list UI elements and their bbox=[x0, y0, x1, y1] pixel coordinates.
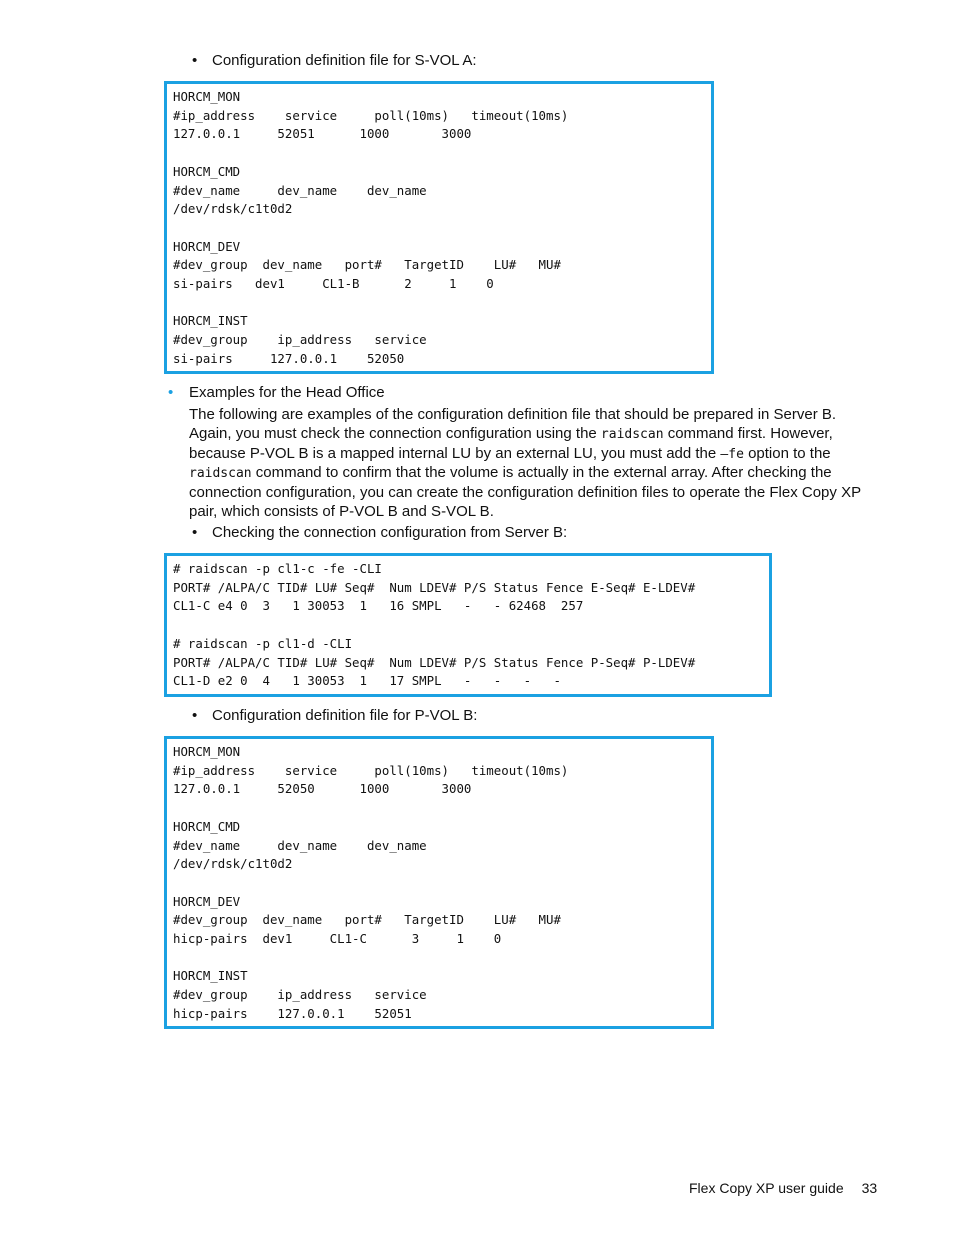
paragraph-line bbox=[189, 425, 879, 445]
footer-title: Flex Copy XP user guide bbox=[689, 1180, 844, 1196]
code-text: HORCM_MON #ip_address service poll(10ms) timeout(10ms) 127.0.0.1 52051 1000 3000 HORCM_CMD #dev_name dev_name dev_name /dev/rdsk/c1t0d2 HORCM_DEV #dev_group dev_name port# TargetID LU# MU# si-pairs dev1 CL1-B 2 1 0 HORCM_INST #dev_group ip_address service si-pairs 127.0.0.1 52050 bbox=[173, 89, 569, 366]
bullet-dot-icon: • bbox=[168, 384, 174, 401]
bullet-pvol-b bbox=[192, 706, 478, 725]
text-run: command to confirm that the volume is actually in the external array. After checking the bbox=[251, 464, 832, 482]
paragraph-line bbox=[189, 406, 879, 425]
paragraph-line bbox=[189, 484, 879, 503]
page-number: 33 bbox=[861, 1180, 878, 1196]
inline-code: raidscan bbox=[600, 426, 664, 442]
bullet-text: Configuration definition file for S-VOL A: bbox=[212, 52, 477, 69]
paragraph-line bbox=[189, 445, 879, 465]
text-run: option to the bbox=[743, 444, 831, 462]
bullet-dot-icon: • bbox=[192, 524, 198, 541]
code-text: # raidscan -p cl1-c -fe -CLI PORT# /ALPA/C TID# LU# Seq# Num LDEV# P/S Status Fence E-Seq# E-LDEV# CL1-C e4 0 3 1 30053 1 16 SMPL - - 62468 257 # raidscan -p cl1-d -CLI PORT# /ALPA/C TID# LU# Seq# Num LDEV# P/S Status Fence P-Seq# P-LDEV# CL1-D e2 0 4 1 30053 1 17 SMPL - - - - bbox=[173, 561, 696, 689]
bullet-text: Examples for the Head Office bbox=[189, 384, 385, 401]
inline-code: –fe bbox=[720, 446, 744, 462]
bullet-text: Configuration definition file for P-VOL B: bbox=[212, 707, 478, 724]
bullet-dot-icon: • bbox=[192, 707, 198, 724]
head-office-paragraph bbox=[189, 406, 879, 522]
text-run: pair, which consists of P-VOL B and S-VOL B. bbox=[189, 502, 494, 520]
code-block-svol-a bbox=[164, 81, 714, 374]
text-run: because P-VOL B is a mapped internal LU by an external LU, you must add the bbox=[189, 444, 721, 462]
bullet-dot-icon: • bbox=[192, 52, 198, 69]
text-run: The following are examples of the configuration definition file that should be prepared in Server B. bbox=[189, 406, 837, 423]
paragraph-line bbox=[189, 464, 879, 484]
bullet-head-office bbox=[168, 383, 385, 402]
bullet-text: Checking the connection configuration from Server B: bbox=[212, 524, 568, 541]
code-block-pvol-b bbox=[164, 736, 714, 1029]
bullet-svol-a bbox=[192, 51, 477, 70]
bullet-server-b bbox=[192, 523, 568, 542]
inline-code: raidscan bbox=[189, 466, 252, 482]
code-text: HORCM_MON #ip_address service poll(10ms) timeout(10ms) 127.0.0.1 52050 1000 3000 HORCM_CMD #dev_name dev_name dev_name /dev/rdsk/c1t0d2 HORCM_DEV #dev_group dev_name port# TargetID LU# MU# hicp-pairs dev1 CL1-C 3 1 0 HORCM_INST #dev_group ip_address service hicp-pairs 127.0.0.1 52051 bbox=[173, 744, 569, 1021]
text-run: Again, you must check the connection configuration using the bbox=[189, 424, 601, 442]
text-run: command first. However, bbox=[663, 424, 833, 442]
paragraph-line bbox=[189, 503, 879, 522]
text-run: connection configuration, you can create the configuration definition files to operate the Flex Copy XP bbox=[189, 484, 862, 502]
page-footer bbox=[689, 1180, 877, 1196]
code-block-raidscan bbox=[164, 553, 772, 697]
